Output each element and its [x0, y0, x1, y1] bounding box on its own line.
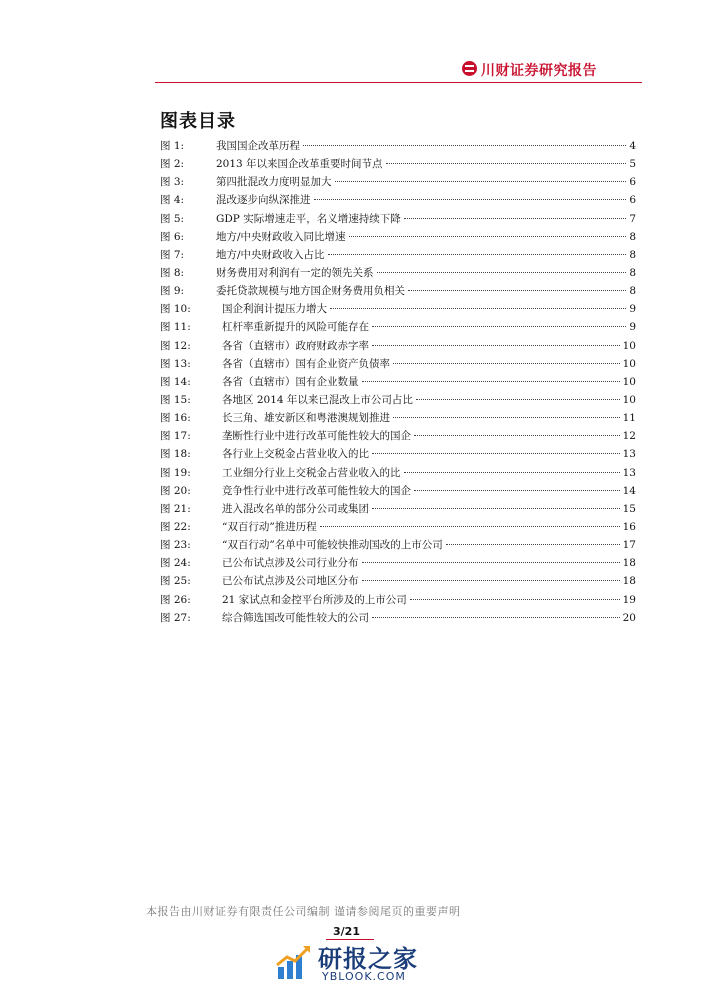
- toc-dot-leader: [446, 544, 620, 545]
- toc-entry-label: 图 17:: [160, 430, 191, 443]
- toc-entry-label: 图 11:: [160, 321, 191, 334]
- toc-entry-label: 图 13:: [160, 357, 191, 370]
- toc-entry-label: 图 27:: [160, 611, 191, 624]
- bar-chart-growth-icon: [275, 943, 313, 981]
- toc-entry-page: 20: [622, 611, 636, 624]
- toc-entry-page: 18: [622, 557, 636, 570]
- toc-entry-page: 10: [622, 357, 636, 370]
- toc-entry[interactable]: [160, 155, 636, 173]
- toc-entry-label: 图 1:: [160, 140, 185, 152]
- header-divider: [155, 82, 642, 83]
- toc-dot-leader: [320, 526, 620, 527]
- toc-entry-title[interactable]: 地方/中央财政收入占比: [216, 248, 325, 261]
- toc-entry-label: 图 5:: [160, 212, 185, 225]
- toc-entry-page: 10: [622, 393, 636, 406]
- toc-entry-page: 8: [629, 248, 636, 261]
- toc-entry[interactable]: [160, 591, 636, 609]
- toc-dot-leader: [362, 580, 620, 581]
- toc-entry-page: 19: [622, 593, 636, 606]
- toc-entry-page: 9: [629, 303, 636, 316]
- toc-entry-title[interactable]: 各地区 2014 年以来已混改上市公司占比: [222, 393, 413, 406]
- toc-entry-title[interactable]: 混改逐步向纵深推进: [216, 194, 311, 207]
- toc-dot-leader: [377, 272, 627, 273]
- toc-dot-leader: [416, 399, 620, 400]
- toc-entry-title[interactable]: 各省（直辖市）国有企业资产负债率: [222, 357, 390, 370]
- toc-entry[interactable]: [160, 536, 636, 554]
- toc-dot-leader: [328, 254, 627, 255]
- toc-entry-label: 图 15:: [160, 393, 191, 406]
- toc-dot-leader: [372, 326, 626, 327]
- toc-entry-page: 8: [629, 266, 636, 279]
- toc-dot-leader: [372, 617, 620, 618]
- toc-entry-title[interactable]: GDP 实际增速走平，名义增速持续下降: [216, 212, 401, 225]
- toc-entry-title[interactable]: 2013 年以来国企改革重要时间节点: [216, 158, 383, 171]
- page-number: 3/21: [333, 925, 360, 938]
- toc-title: 图表目录: [160, 111, 236, 132]
- toc-entry-title[interactable]: 长三角、雄安新区和粤港澳规划推进: [222, 412, 390, 425]
- toc-entry-label: 图 7:: [160, 248, 185, 261]
- toc-entry[interactable]: [160, 246, 636, 264]
- toc-entry-label: 图 21:: [160, 502, 191, 515]
- toc-entry-title[interactable]: 工业细分行业上交税金占营业收入的比: [222, 466, 401, 479]
- toc-entry[interactable]: [160, 500, 636, 518]
- toc-entry[interactable]: [160, 464, 636, 482]
- toc-entry-page: 12: [622, 430, 636, 443]
- toc-entry-page: 8: [629, 285, 636, 298]
- toc-entry-page: 13: [622, 448, 636, 461]
- sichuan-finance-logo-icon: [462, 61, 477, 76]
- toc-entry[interactable]: [160, 445, 636, 463]
- toc-entry-label: 图 2:: [160, 158, 185, 171]
- toc-entry[interactable]: [160, 482, 636, 500]
- toc-dot-leader: [362, 381, 620, 382]
- toc-entry-label: 图 26:: [160, 593, 191, 606]
- toc-entry-page: 10: [622, 339, 636, 352]
- watermark-name-en: YBLOOK.COM: [322, 970, 406, 983]
- toc-entry-label: 图 3:: [160, 176, 185, 189]
- toc-entry-label: 图 22:: [160, 520, 191, 533]
- toc-entry-title[interactable]: 各行业上交税金占营业收入的比: [222, 448, 369, 461]
- toc-entry-title[interactable]: “双百行动”名单中可能较快推动国改的上市公司: [222, 539, 443, 552]
- toc-entry-title[interactable]: 垄断性行业中进行改革可能性较大的国企: [222, 430, 411, 443]
- toc-entry[interactable]: [160, 518, 636, 536]
- toc-entry-page: 15: [622, 502, 636, 515]
- toc-entry[interactable]: [160, 137, 636, 155]
- toc-entry-label: 图 23:: [160, 539, 191, 552]
- toc-entry-title[interactable]: 我国国企改革历程: [216, 140, 300, 152]
- toc-entry-page: 14: [622, 484, 636, 497]
- toc-entry[interactable]: [160, 300, 636, 318]
- toc-entry-title[interactable]: 第四批混改力度明显加大: [216, 176, 332, 189]
- toc-entry[interactable]: [160, 609, 636, 627]
- toc-entry-page: 9: [629, 321, 636, 334]
- toc-entry-page: 5: [629, 158, 636, 171]
- toc-entry-label: 图 25:: [160, 575, 191, 588]
- toc-entry-title[interactable]: 各省（直辖市）政府财政赤字率: [222, 339, 369, 352]
- toc-entry-page: 8: [629, 230, 636, 243]
- toc-entry-page: 10: [622, 375, 636, 388]
- toc-entry-title[interactable]: 已公布试点涉及公司地区分布: [222, 575, 359, 588]
- toc-entry-title[interactable]: 竞争性行业中进行改革可能性较大的国企: [222, 484, 411, 497]
- toc-entry[interactable]: [160, 191, 636, 209]
- toc-dot-leader: [393, 363, 620, 364]
- toc-entry[interactable]: [160, 391, 636, 409]
- toc-entry-title[interactable]: 综合筛选国改可能性较大的公司: [222, 611, 369, 624]
- toc-entry-page: 17: [622, 539, 636, 552]
- toc-dot-leader: [386, 163, 627, 164]
- toc-entry-label: 图 9:: [160, 285, 185, 298]
- toc-entry-page: 7: [629, 212, 636, 225]
- toc-dot-leader: [362, 562, 620, 563]
- toc-entry-page: 18: [622, 575, 636, 588]
- toc-dot-leader: [410, 599, 620, 600]
- toc-entry-label: 图 18:: [160, 448, 191, 461]
- toc-dot-leader: [414, 490, 620, 491]
- toc-entry-page: 6: [629, 194, 636, 207]
- toc-entry-label: 图 14:: [160, 375, 191, 388]
- toc-entry-title[interactable]: 已公布试点涉及公司行业分布: [222, 557, 359, 570]
- toc-dot-leader: [372, 345, 620, 346]
- toc-entry-label: 图 20:: [160, 484, 191, 497]
- toc-entry-label: 图 19:: [160, 466, 191, 479]
- toc-entry[interactable]: [160, 337, 636, 355]
- footer-disclaimer: 本报告由川财证券有限责任公司编制 谨请参阅尾页的重要声明: [146, 905, 461, 918]
- toc-entry-label: 图 4:: [160, 194, 185, 207]
- toc-entry[interactable]: [160, 373, 636, 391]
- toc-dot-leader: [408, 290, 626, 291]
- toc-entry[interactable]: [160, 282, 636, 300]
- toc-entry-title[interactable]: 委托贷款规模与地方国企财务费用负相关: [216, 285, 405, 298]
- toc-entry[interactable]: [160, 355, 636, 373]
- toc-entry[interactable]: [160, 173, 636, 191]
- toc-entry-label: 图 16:: [160, 412, 191, 425]
- toc-entry-page: 6: [629, 176, 636, 189]
- toc-entry-label: 图 12:: [160, 339, 191, 352]
- toc-entry-title[interactable]: 地方/中央财政收入同比增速: [216, 230, 346, 243]
- toc-dot-leader: [314, 199, 627, 200]
- toc-dot-leader: [335, 181, 627, 182]
- toc-entry-page: 13: [622, 466, 636, 479]
- toc-entry[interactable]: [160, 228, 636, 246]
- toc-dot-leader: [349, 236, 627, 237]
- toc-dot-leader: [404, 472, 620, 473]
- toc-entry[interactable]: [160, 210, 636, 228]
- toc-entry-label: 图 8:: [160, 266, 185, 279]
- toc-dot-leader: [404, 218, 627, 219]
- report-header-title: 川财证券研究报告: [481, 63, 597, 79]
- toc-entry[interactable]: [160, 409, 636, 427]
- toc-entry-title[interactable]: 21 家试点和金控平台所涉及的上市公司: [222, 593, 407, 606]
- toc-entry[interactable]: [160, 554, 636, 572]
- page-header: [0, 0, 702, 90]
- toc-entry[interactable]: [160, 318, 636, 336]
- toc-dot-leader: [330, 308, 626, 309]
- toc-entry-title[interactable]: 进入混改名单的部分公司或集团: [222, 502, 369, 515]
- toc-dot-leader: [414, 435, 620, 436]
- toc-entry-label: 图 10:: [160, 303, 191, 316]
- toc-dot-leader: [303, 145, 626, 146]
- watermark-name-cn: 研报之家: [318, 945, 418, 973]
- toc-entry-page: 16: [622, 520, 636, 533]
- toc-entry-title[interactable]: “双百行动”推进历程: [222, 520, 317, 533]
- toc-entry[interactable]: [160, 427, 636, 445]
- figure-toc-list: [160, 137, 636, 627]
- toc-entry-title[interactable]: 各省（直辖市）国有企业数量: [222, 375, 359, 388]
- toc-dot-leader: [372, 453, 620, 454]
- toc-entry-page: 11: [622, 412, 636, 425]
- toc-entry-label: 图 24:: [160, 557, 191, 570]
- toc-entry[interactable]: [160, 264, 636, 282]
- toc-entry-label: 图 6:: [160, 230, 185, 243]
- toc-entry-title[interactable]: 财务费用对利润有一定的领先关系: [216, 266, 374, 279]
- toc-dot-leader: [372, 508, 620, 509]
- toc-entry-title[interactable]: 杠杆率重新提升的风险可能存在: [222, 321, 369, 334]
- toc-entry[interactable]: [160, 572, 636, 590]
- toc-entry-title[interactable]: 国企利润计提压力增大: [222, 303, 327, 316]
- toc-entry-page: 4: [629, 140, 636, 152]
- toc-dot-leader: [393, 417, 620, 418]
